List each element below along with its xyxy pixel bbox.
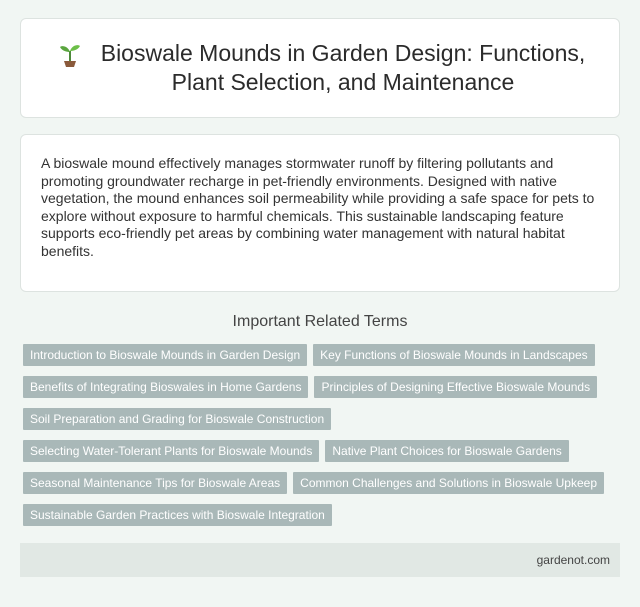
related-term-tag[interactable]: Principles of Designing Effective Bioswale Mounds [314,376,597,398]
related-term-tag[interactable]: Common Challenges and Solutions in Bioswale Upkeep [293,472,604,494]
page-title [101,39,586,97]
title-card [20,18,620,118]
related-term-tag[interactable]: Sustainable Garden Practices with Bioswale Integration [23,504,332,526]
related-term-tag[interactable]: Seasonal Maintenance Tips for Bioswale Areas [23,472,287,494]
intro-card [20,134,620,292]
related-terms-heading: Important Related Terms [232,313,408,330]
title-line-1: Bioswale Mounds in Garden Design: Functions, [100,40,586,66]
related-term-tag[interactable]: Introduction to Bioswale Mounds in Garden Design [23,344,307,366]
footer-site-link[interactable]: gardenot.com [536,553,610,567]
title-line-2: Plant Selection, and Maintenance [171,69,515,95]
related-term-tag[interactable]: Native Plant Choices for Bioswale Gardens [325,440,568,462]
title-row [55,39,586,97]
sprout-icon [55,39,85,69]
related-term-tag[interactable]: Soil Preparation and Grading for Bioswale Construction [23,408,331,430]
footer [20,543,620,577]
intro-text: A bioswale mound effectively manages stormwater runoff by filtering pollutants and promoting groundwater recharge in pet-friendly environments. Designed with native vegetation, the mound enhances soil permeability while providing a safe space for pets to explore without exposure to harmful chemicals. This sustainable landscaping feature supports eco-friendly pet areas by combining water management with natural habitat benefits. [41,155,595,259]
related-terms-list [23,344,623,526]
related-term-tag[interactable]: Selecting Water-Tolerant Plants for Bioswale Mounds [23,440,319,462]
related-term-tag[interactable]: Benefits of Integrating Bioswales in Home Gardens [23,376,308,398]
related-term-tag[interactable]: Key Functions of Bioswale Mounds in Landscapes [313,344,595,366]
